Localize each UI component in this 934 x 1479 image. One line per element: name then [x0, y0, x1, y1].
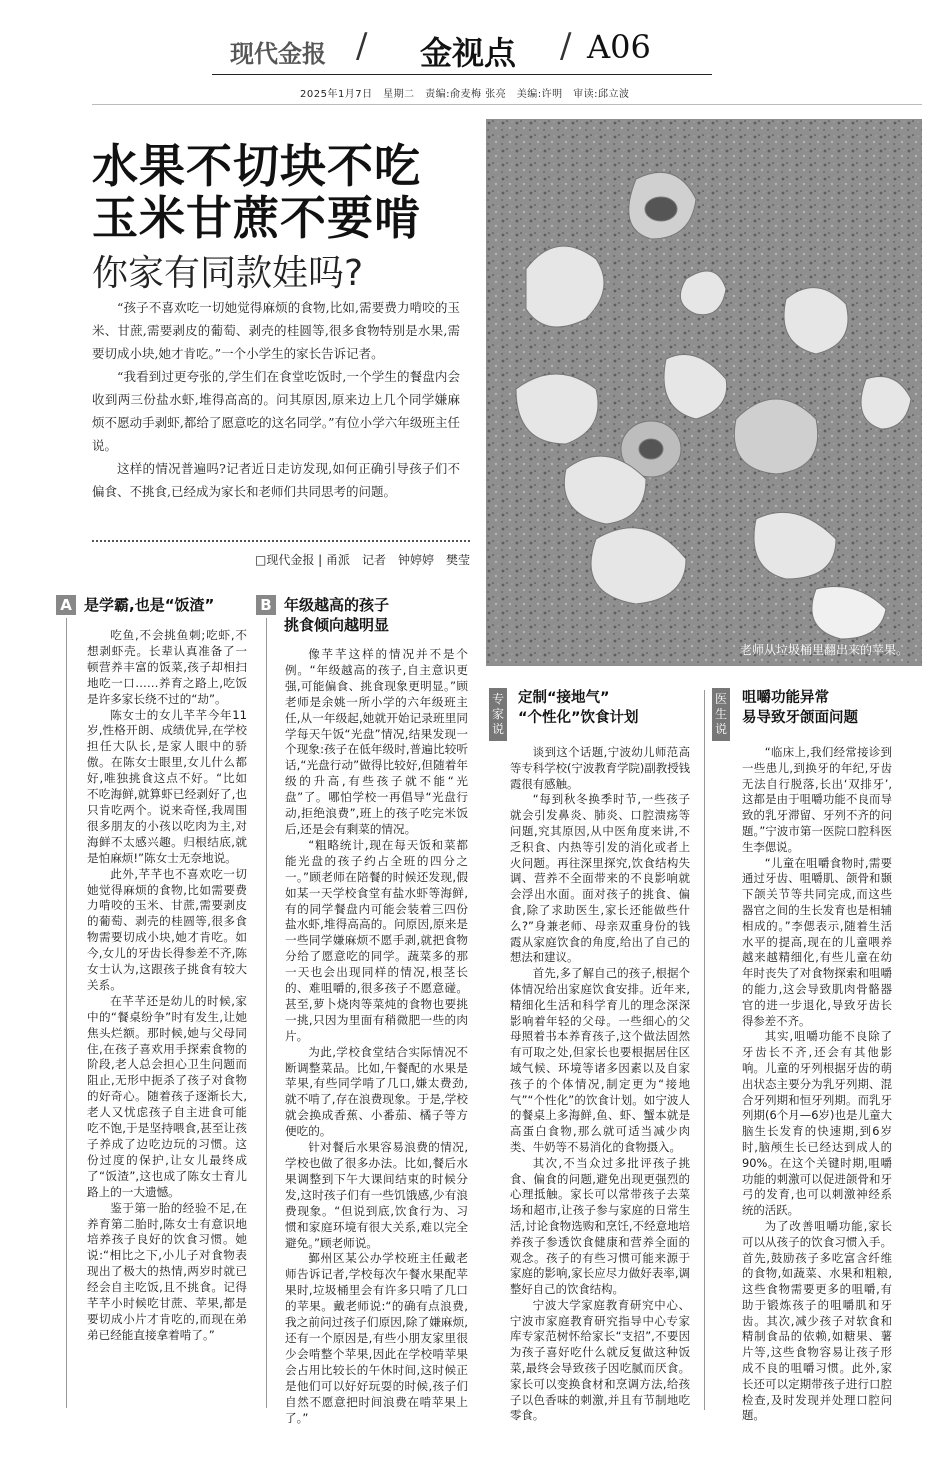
section-b-title: [284, 595, 389, 635]
section-a-paragraph: 在芊芊还是幼儿的时候,家中的“餐桌纷争”时有发生,让她焦头烂额。那时候,她与父母同住,在孩子喜欢用手探索食物的阶段,老人总会担心卫生问题而阻止,无形中扼杀了孩子对食物的好奇心。随着孩子逐渐长大,老人又忧虑孩子自主进食可能吃不饱,于是坚持喂食,甚至让孩子养成了边吃边玩的习惯。这份过度的保护,让女儿最终成了“饭渣”,这也成了陈女士育儿路上的一大遗憾。: [87, 993, 247, 1199]
section-c-title-line-1: 定制“接地气”: [518, 690, 610, 706]
section-b-paragraph: 针对餐后水果容易浪费的情况,学校也做了很多办法。比如,餐后水果调整到下午大课间结束的时候分发,这时孩子们有一些饥饿感,少有浪费现象。“但说到底,饮食行为、习惯和家庭环境有很大关系,难以完全避免。”顾老师说。: [285, 1140, 468, 1250]
section-a-body: [87, 628, 247, 1344]
section-d-paragraph: “儿童在咀嚼食物时,需要通过牙齿、咀嚼肌、颌骨和颞下颌关节等共同完成,而这些器官之间的生长发育也是相辅相成的。”李偲表示,随着生活水平的提高,现在的儿童喂养越来越精细化,有些儿童在幼年时丧失了对食物探索和咀嚼的能力,这会导致肌肉骨骼器官的进一步退化,导致牙齿长得参差不齐。: [742, 855, 892, 1028]
apple-photo: [486, 119, 922, 666]
byline: □现代金报 | 甬派 记者 钟婷婷 樊莹: [255, 553, 471, 567]
masthead-divider: /: [560, 26, 572, 66]
section-d-title-line-2: 易导致牙颌面问题: [742, 710, 858, 726]
headline: [92, 140, 421, 244]
section-c-title: [518, 688, 639, 728]
section-c-paragraph: “每到秋冬换季时节,一些孩子就会引发鼻炎、肺炎、口腔溃疡等问题,究其原因,从中医角度来讲,不乏积食、内热等引发的消化或者上火问题。再往深里探究,饮食结构失调、营养不全面带来的不良影响就会浮出水面。面对孩子的挑食、偏食,除了求助医生,家长还能做些什么?”身兼老师、母亲双重身份的钱霞从家庭饮食的角度,给出了自己的想法和建议。: [510, 792, 690, 965]
headline-subtitle: 你家有同款娃吗?: [92, 253, 364, 294]
section-c-paragraph: 其次,不当众过多批评孩子挑食、偏食的问题,避免出现更强烈的心理抵触。家长可以常带孩子去菜场和超市,让孩子参与家庭的日常生活,讨论食物选购和烹饪,不经意地培养孩子参透饮食健康和营养全面的观念。孩子的有些习惯可能来源于家庭的影响,家长应尽力做好表率,调整好自己的饮食结构。: [510, 1155, 690, 1297]
section-c-paragraph: 首先,多了解自己的孩子,根据个体情况给出家庭饮食安排。近年来,精细化生活和科学育儿的理念深深影响着年轻的父母。一些细心的父母照着书本养育孩子,这个做法固然有可取之处,但家长也要根据居住区域气候、环境等诸多因素以及自家孩子的个体情况,制定更为“接地气”“个性化”的饮食计划。如宁波人的餐桌上多海鲜,鱼、虾、蟹本就是高蛋白食物,那么就可适当减少肉类、牛奶等不易消化的食物摄入。: [510, 966, 690, 1154]
lead-divider: [92, 540, 470, 542]
section-b-title-line-1: 年级越高的孩子: [284, 596, 390, 614]
header-rule: [92, 104, 922, 105]
section-d-paragraph: “临床上,我们经常接诊到一些患儿,到换牙的年纪,牙齿无法自行脱落,长出‘双排牙’,这都是由于咀嚼功能不良而导致的乳牙滞留、牙列不齐的问题。”宁波市第一医院口腔科医生李偲说。: [742, 745, 892, 854]
section-c-body: [510, 745, 690, 1424]
section-a-rule: [66, 618, 67, 1408]
expert-says-tag: 专家说: [489, 688, 507, 741]
section-b-paragraph: 为此,学校食堂结合实际情况不断调整菜品。比如,午餐配的水果是苹果,有些同学啃了几口,嫌太费劲,就不啃了,存在浪费现象。于是,学校就会换成香蕉、小番茄、橘子等方便吃的。: [285, 1044, 468, 1139]
lead-text: [92, 296, 460, 503]
section-d-paragraph: 为了改善咀嚼功能,家长可以从孩子的饮食习惯入手。首先,鼓励孩子多吃富含纤维的食物,如蔬菜、水果和粗粮,这些食物需要更多的咀嚼,有助于锻炼孩子的咀嚼肌和牙齿。其次,减少孩子对软食和精制食品的依赖,如糖果、薯片等,这些食物容易让孩子形成不良的咀嚼习惯。此外,家长还可以定期带孩子进行口腔检查,及时发现并处理口腔问题。: [742, 1218, 892, 1423]
section-c-paragraph: 谈到这个话题,宁波幼儿师范高等专科学校(宁波教育学院)副教授钱霞很有感触。: [510, 745, 690, 791]
section-d-title: [742, 688, 858, 728]
page-number: A06: [587, 28, 651, 66]
section-b-paragraph: “粗略统计,现在每天饭和菜都能光盘的孩子约占全班的四分之一。”顾老师在陪餐的时候还发现,假如某一天学校食堂有盐水虾等海鲜,有的同学餐盘内可能会装着三四份盐水虾,堆得高高的。问原因,原来是一些同学嫌麻烦不愿手剥,就把食物分给了愿意吃的同学。蔬菜多的那一天也会出现同样的情况,根茎长的、难咀嚼的,很多孩子不愿意碰。甚至,萝卜烧肉等菜炖的食物也要挑一挑,只因为里面有稍微肥一些的肉片。: [285, 837, 468, 1043]
section-b-title-line-2: 挑食倾向越明显: [284, 616, 390, 634]
section-c-paragraph: 宁波大学家庭教育研究中心、宁波市家庭教育研究指导中心专家库专家范树怀给家长“支招”,不要因为孩子喜好吃什么就反复做这种饭菜,最终会导致孩子因吃腻而厌食。家长可以变换食材和烹调方法,给孩子以色香味的刺激,并且有节制地吃零食。: [510, 1297, 690, 1423]
column-divider: [704, 690, 705, 1410]
lead-paragraph: “我看到过更夸张的,学生们在食堂吃饭时,一个学生的餐盘内会收到两三份盐水虾,堆得高高的。问其原因,原来边上几个同学嫌麻烦不愿动手剥虾,都给了愿意吃的这名同学。”有位小学六年级班主任说。: [92, 369, 460, 453]
section-a-paragraph: 陈女士的女儿芊芊今年11岁,性格开朗、成绩优异,在学校担任大队长,是家人眼中的骄傲。在陈女士眼里,女儿什么都好,唯独挑食这点不好。“比如不吃海鲜,就算虾已经剥好了,也只肯吃两个。说来奇怪,我周围很多朋友的小孩以吃肉为主,对海鲜不太感兴趣。归根结底,就是怕麻烦!”陈女士无奈地说。: [87, 707, 247, 865]
doctor-says-tag: 医生说: [712, 688, 730, 741]
section-d-body: [742, 745, 892, 1424]
headline-line-2: 玉米甘蔗不要啃: [92, 191, 421, 245]
lead-paragraph: 这样的情况普遍吗?记者近日走访发现,如何正确引导孩子们不偏食、不挑食,已经成为家长和老师们共同思考的问题。: [92, 461, 460, 499]
section-b-paragraph: 鄞州区某公办学校班主任戴老师告诉记者,学校每次午餐水果配苹果时,垃圾桶里会有许多只啃了几口的苹果。戴老师说:“的确有点浪费,我之前问过孩子们原因,除了嫌麻烦,还有一个原因是,有些小朋友家里很少会啃整个苹果,因此在学校啃苹果会占用比较长的午休时间,这时候正是他们可以好好玩耍的时候,孩子们自然不愿意把时间浪费在啃苹果上了。”: [285, 1251, 468, 1425]
section-c-title-line-2: “个性化”饮食计划: [518, 710, 639, 726]
section-a-title: 是学霸,也是“饭渣”: [84, 596, 215, 614]
photo-caption: 老师从垃圾桶里翻出来的苹果。: [739, 643, 908, 657]
section-a-paragraph: 此外,芊芊也不喜欢吃一切她觉得麻烦的食物,比如需要费力啃咬的玉米、甘蔗,需要剥皮的葡萄、剥壳的桂圆等,很多食物需要切成小块,她才肯吃。如今,女儿的牙齿长得参差不齐,陈女士认为,这跟孩子挑食有较大关系。: [87, 866, 247, 992]
section-d-paragraph: 其实,咀嚼功能不良除了牙齿长不齐,还会有其他影响。儿童的牙列根据牙齿的萌出状态主要分为乳牙列期、混合牙列期和恒牙列期。而乳牙列期(6个月—6岁)也是儿童大脑生长发育的快速期,到6岁时,脑颅生长已经达到成人的90%。在这个关键时期,咀嚼功能的刺激可以促进颌骨和牙弓的发育,也可以刺激神经系统的活跃。: [742, 1029, 892, 1218]
section-b-paragraph: 像芊芊这样的情况并不是个例。“年级越高的孩子,自主意识更强,可能偏食、挑食现象更明显。”顾老师是余姚一所小学的六年级班主任,从一年级起,她就开始记录班里同学每天午饭“光盘”情况,结果发现一个现象:孩子在低年级时,普遍比较听话,“光盘行动”做得比较好,但随着年级的升高,有些孩子就不能“光盘”了。哪怕学校一再倡导“光盘行动,拒绝浪费”,班上的孩子吃完米饭后,还是会有剩菜的情况。: [285, 647, 468, 836]
lead-paragraph: “孩子不喜欢吃一切她觉得麻烦的食物,比如,需要费力啃咬的玉米、甘蔗,需要剥皮的葡萄、剥壳的桂圆等,很多食物特别是水果,需要切成小块,她才肯吃。”一个小学生的家长告诉记者。: [92, 300, 460, 361]
masthead-rule: [212, 74, 712, 75]
section-d-title-line-1: 咀嚼功能异常: [742, 690, 829, 706]
apple-photo-illustration: [486, 119, 922, 666]
masthead-divider: /: [356, 26, 368, 66]
section-a-paragraph: 鉴于第一胎的经验不足,在养育第二胎时,陈女士有意识地培养孩子良好的饮食习惯。她说:“相比之下,小儿子对食物表现出了极大的热情,两岁时就已经会自主吃饭,且不挑食。记得芊芊小时候吃甘蔗、苹果,都是要切成小片才肯吃的,而现在弟弟已经能直接拿着啃了。”: [87, 1200, 247, 1342]
section-a-marker: A: [56, 595, 76, 615]
section-a-paragraph: 吃鱼,不会挑鱼刺;吃虾,不想剥虾壳。长辈认真准备了一顿营养丰富的饭菜,孩子却相扫地吃一口……养育之路上,吃饭是许多家长绕不过的“劫”。: [87, 628, 247, 706]
section-b-body: [285, 647, 468, 1426]
paper-name: 现代金报: [230, 40, 326, 68]
section-b-rule: [266, 618, 267, 1408]
issue-meta: 2025年1月7日 星期二 责编:俞麦梅 张亮 美编:许明 审读:邱立波: [300, 89, 630, 100]
section-b-marker: B: [256, 595, 276, 615]
headline-line-1: 水果不切块不吃: [92, 139, 421, 193]
section-name: 金视点: [420, 34, 517, 72]
